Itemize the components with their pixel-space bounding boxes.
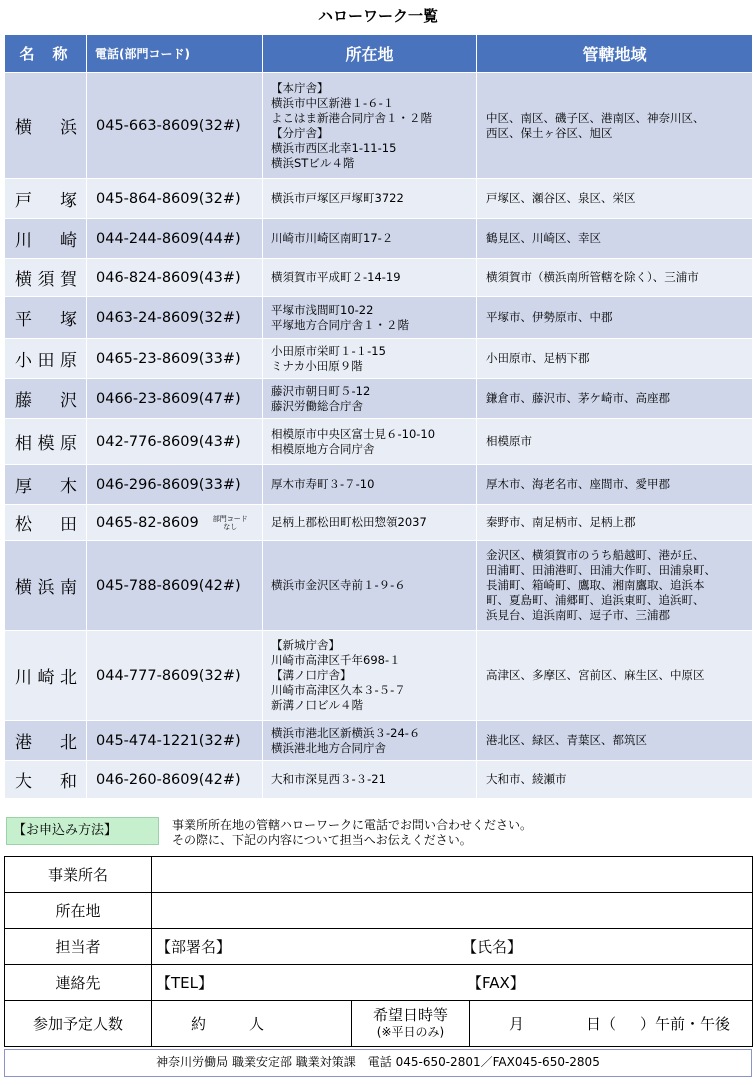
office-tel-number: 0465-82-8609 [96, 514, 199, 531]
office-name-char: 崎 [37, 668, 55, 688]
area-line: 西区、保土ヶ谷区、旭区 [486, 125, 613, 140]
office-tel-number: 045-474-1221(32#) [96, 732, 241, 749]
area-line: 小田原市、足柄下郡 [486, 351, 590, 365]
office-name-char: 松 [15, 515, 32, 535]
participants-field[interactable] [152, 1001, 352, 1047]
table-row [5, 219, 753, 259]
office-name [5, 721, 87, 761]
office-address [263, 297, 477, 339]
dept-label: 【部署名】 [156, 938, 232, 956]
header-address: 所在地 [263, 35, 477, 73]
contact-label: 連絡先 [5, 965, 152, 1001]
ampm-label: ）午前・午後 [640, 1015, 731, 1033]
office-tel-number: 046-296-8609(33#) [96, 476, 241, 493]
page-title: ハローワーク一覧 [317, 7, 438, 25]
address-line: 相模原市中央区富士見６-10-10 [271, 426, 436, 441]
footer-contact: 神奈川労働局 職業安定部 職業対策課 電話 045-650-2801／FAX045-650-2805 [4, 1049, 752, 1077]
table-row [5, 73, 753, 179]
apply-method-text [172, 818, 532, 848]
approx-label: 約 [190, 1015, 206, 1033]
office-address [263, 541, 477, 631]
area-line: 金沢区、横須賀市のうち船越町、港が丘、 [486, 548, 705, 562]
office-name [5, 259, 87, 297]
office-address [263, 379, 477, 419]
area-line: 町、夏島町、浦郷町、追浜東町、追浜町、 [486, 593, 705, 607]
company-field[interactable] [152, 857, 753, 893]
table-row [5, 419, 753, 465]
office-name-char: 北 [60, 733, 77, 753]
office-tel-number: 0465-23-8609(33#) [96, 350, 241, 367]
office-tel [87, 259, 263, 297]
office-name-char: 浜 [60, 118, 77, 138]
office-name-char: 小 [15, 351, 32, 371]
office-tel [87, 761, 263, 799]
office-name-char: 北 [60, 668, 77, 688]
office-address [263, 721, 477, 761]
office-tel-number: 046-824-8609(43#) [96, 269, 241, 286]
address-line: 川崎市高津区久本３-５-７ [271, 683, 406, 697]
area-line: 中区、南区、磯子区、港南区、神奈川区、 [486, 110, 705, 125]
office-tel [87, 339, 263, 379]
address-line: 【新城庁舎】 [271, 638, 340, 652]
address-line: 大和市深見西３-３-21 [271, 772, 386, 786]
area-line: 厚木市、海老名市、座間市、愛甲郡 [486, 477, 670, 491]
office-area [477, 721, 753, 761]
table-row [5, 297, 753, 339]
office-tel-number: 0466-23-8609(47#) [96, 390, 241, 407]
table-row [5, 505, 753, 541]
area-line: 戸塚区、瀬谷区、泉区、栄区 [486, 191, 636, 205]
office-tel-number: 045-788-8609(42#) [96, 577, 241, 594]
location-field[interactable] [152, 893, 753, 929]
table-row [5, 259, 753, 297]
area-line: 田浦町、田浦港町、田浦大作町、田浦泉町、 [486, 563, 716, 577]
table-row [5, 179, 753, 219]
office-tel [87, 721, 263, 761]
office-tel-number: 044-244-8609(44#) [96, 230, 241, 247]
fax-label: 【FAX】 [467, 974, 525, 992]
header-name: 名称 [5, 35, 87, 73]
office-name [5, 541, 87, 631]
office-area [477, 219, 753, 259]
office-name [5, 379, 87, 419]
address-line: 【本庁舎】 [271, 80, 329, 95]
area-line: 高津区、多摩区、宮前区、麻生区、中原区 [486, 668, 705, 682]
area-line: 長浦町、箱崎町、鷹取、湘南鷹取、追浜本 [486, 578, 705, 592]
area-line: 相模原市 [486, 434, 532, 448]
office-name-char: 南 [60, 578, 77, 598]
address-line: 平塚市浅間町10-22 [271, 302, 374, 317]
office-name [5, 219, 87, 259]
office-area [477, 379, 753, 419]
office-name [5, 465, 87, 505]
office-name-char: 原 [60, 351, 77, 371]
address-line: 新溝ノ口ビル４階 [271, 698, 363, 712]
address-line: 相模原地方合同庁舎 [271, 441, 375, 456]
office-name-char: 横 [15, 578, 32, 598]
office-name-char: 相 [15, 434, 32, 454]
area-line: 秦野市、南足柄市、足柄上郡 [486, 515, 636, 529]
office-tel-number: 046-260-8609(42#) [96, 771, 241, 788]
office-name-char: 川 [15, 668, 32, 688]
weekday-only-note: (※平日のみ) [376, 1024, 445, 1039]
office-name-char: 港 [15, 733, 32, 753]
office-name-char: 模 [37, 434, 55, 454]
office-area [477, 297, 753, 339]
area-line: 横須賀市（横浜南所管轄を除く）、三浦市 [486, 270, 699, 284]
office-area [477, 465, 753, 505]
address-line: 横浜市港北区新横浜３-24-６ [271, 725, 421, 740]
office-area [477, 339, 753, 379]
office-name [5, 73, 87, 179]
address-line: 平塚地方合同庁舎１・２階 [271, 317, 409, 332]
table-header-row [5, 35, 753, 73]
address-line: 藤沢市朝日町５-12 [271, 383, 371, 398]
person-name-label: 【氏名】 [462, 938, 523, 956]
office-tel-number: 0463-24-8609(32#) [96, 309, 241, 326]
office-tel [87, 73, 263, 179]
wish-date-label [352, 1001, 470, 1047]
office-name-char: 平 [15, 310, 32, 330]
area-line: 大和市、綾瀬市 [486, 772, 567, 786]
address-line: 横浜市戸塚区戸塚町3722 [271, 191, 404, 205]
office-address [263, 259, 477, 297]
office-address [263, 73, 477, 179]
office-name-char: 浜 [37, 578, 55, 598]
tel-note-line: 部門コード [212, 514, 248, 523]
address-line: 横浜港北地方合同庁舎 [271, 740, 386, 755]
address-line: 横須賀市平成町２-14-19 [271, 270, 401, 284]
office-area [477, 541, 753, 631]
office-name-char: 沢 [60, 391, 77, 411]
office-name [5, 631, 87, 721]
office-area [477, 761, 753, 799]
office-name [5, 179, 87, 219]
table-row [5, 379, 753, 419]
office-name-char: 藤 [15, 391, 32, 411]
office-name-char: 田 [37, 351, 55, 371]
office-tel [87, 505, 263, 541]
area-line: 浜見台、追浜南町、逗子市、三浦郡 [486, 608, 670, 622]
office-name-char: 須 [37, 270, 55, 290]
office-area [477, 631, 753, 721]
company-label: 事業所名 [5, 857, 152, 893]
office-address [263, 505, 477, 541]
office-area [477, 179, 753, 219]
office-table [4, 34, 753, 799]
office-address [263, 339, 477, 379]
address-line: 足柄上郡松田町松田惣領2037 [271, 515, 427, 529]
office-tel [87, 541, 263, 631]
participants-label: 参加予定人数 [5, 1001, 152, 1047]
office-address [263, 465, 477, 505]
address-line: 【分庁舎】 [271, 125, 329, 140]
wish-date-title: 希望日時等 [372, 1005, 448, 1024]
office-tel [87, 219, 263, 259]
office-name-char: 川 [15, 231, 32, 251]
month-label: 月 [508, 1015, 524, 1033]
table-row [5, 465, 753, 505]
office-tel-number: 045-663-8609(32#) [96, 117, 241, 134]
office-address [263, 631, 477, 721]
table-row [5, 541, 753, 631]
address-line: 厚木市寿町３-７-10 [271, 477, 375, 491]
area-line: 平塚市、伊勢原市、中郡 [486, 310, 613, 324]
table-row [5, 339, 753, 379]
office-area [477, 259, 753, 297]
office-name-char: 大 [15, 772, 32, 792]
address-line: 藤沢労働総合庁舎 [271, 398, 363, 413]
office-name-char: 塚 [60, 191, 77, 211]
apply-text-line: その際に、下記の内容について担当へお伝えください。 [172, 833, 472, 847]
office-area [477, 73, 753, 179]
office-name-char: 木 [60, 477, 77, 497]
address-line: 横浜市西区北幸1-11-15 [271, 140, 397, 155]
address-line: 川崎市高津区千年698-１ [271, 653, 401, 667]
office-name-char: 田 [60, 515, 77, 535]
office-name-char: 戸 [15, 191, 32, 211]
apply-text-line: 事業所所在地の管轄ハローワークに電話でお問い合わせください。 [172, 818, 533, 832]
office-tel [87, 379, 263, 419]
contact-person-label: 担当者 [5, 929, 152, 965]
office-tel [87, 465, 263, 505]
office-tel [87, 179, 263, 219]
office-name-char: 塚 [60, 310, 77, 330]
office-name-char: 和 [60, 772, 77, 792]
office-tel [87, 419, 263, 465]
people-label: 人 [248, 1015, 264, 1033]
office-area [477, 505, 753, 541]
address-line: 横浜市金沢区寺前１-９-６ [271, 578, 406, 592]
apply-method-label: 【お申込み方法】 [6, 817, 159, 845]
address-line: よこはま新港合同庁舎１・２階 [271, 110, 432, 125]
office-name [5, 505, 87, 541]
tel-note-line: なし [223, 522, 238, 531]
office-name-char: 崎 [60, 231, 77, 251]
area-line: 鶴見区、川崎区、幸区 [486, 231, 601, 245]
office-tel-number: 044-777-8609(32#) [96, 667, 241, 684]
table-row [5, 761, 753, 799]
office-address [263, 219, 477, 259]
address-line: 小田原市栄町１-１-15 [271, 343, 386, 358]
office-tel-number: 045-864-8609(32#) [96, 190, 241, 207]
office-name-char: 原 [60, 434, 77, 454]
table-row [5, 631, 753, 721]
office-name-char: 厚 [15, 477, 32, 497]
office-address [263, 761, 477, 799]
address-line: 横浜STビル４階 [271, 155, 355, 170]
address-line: ミナカ小田原９階 [271, 358, 363, 373]
header-tel: 電話(部門コード) [87, 35, 263, 73]
office-tel-number: 042-776-8609(43#) [96, 433, 241, 450]
address-line: 川崎市川崎区南町17-２ [271, 231, 394, 245]
office-name-char: 横 [15, 270, 32, 290]
office-name-char: 賀 [60, 270, 77, 290]
office-name [5, 297, 87, 339]
tel-label: 【TEL】 [156, 974, 213, 992]
area-line: 港北区、緑区、青葉区、都筑区 [486, 733, 647, 747]
address-line: 【溝ノ口庁舎】 [271, 668, 352, 682]
office-tel [87, 297, 263, 339]
application-form [4, 856, 753, 1047]
office-area [477, 419, 753, 465]
contact-field[interactable] [152, 965, 753, 1001]
header-area: 管轄地域 [477, 35, 753, 73]
office-address [263, 419, 477, 465]
office-name [5, 761, 87, 799]
table-row [5, 721, 753, 761]
office-address [263, 179, 477, 219]
tel-note [213, 515, 248, 531]
office-tel [87, 631, 263, 721]
area-line: 鎌倉市、藤沢市、茅ケ崎市、高座郡 [486, 391, 670, 405]
office-name-char: 横 [15, 118, 32, 138]
office-name [5, 339, 87, 379]
day-label: 日（ [585, 1015, 616, 1033]
address-line: 横浜市中区新港１-６-１ [271, 95, 395, 110]
wish-date-field[interactable] [470, 1001, 753, 1047]
location-label: 所在地 [5, 893, 152, 929]
office-name [5, 419, 87, 465]
contact-person-field[interactable] [152, 929, 753, 965]
